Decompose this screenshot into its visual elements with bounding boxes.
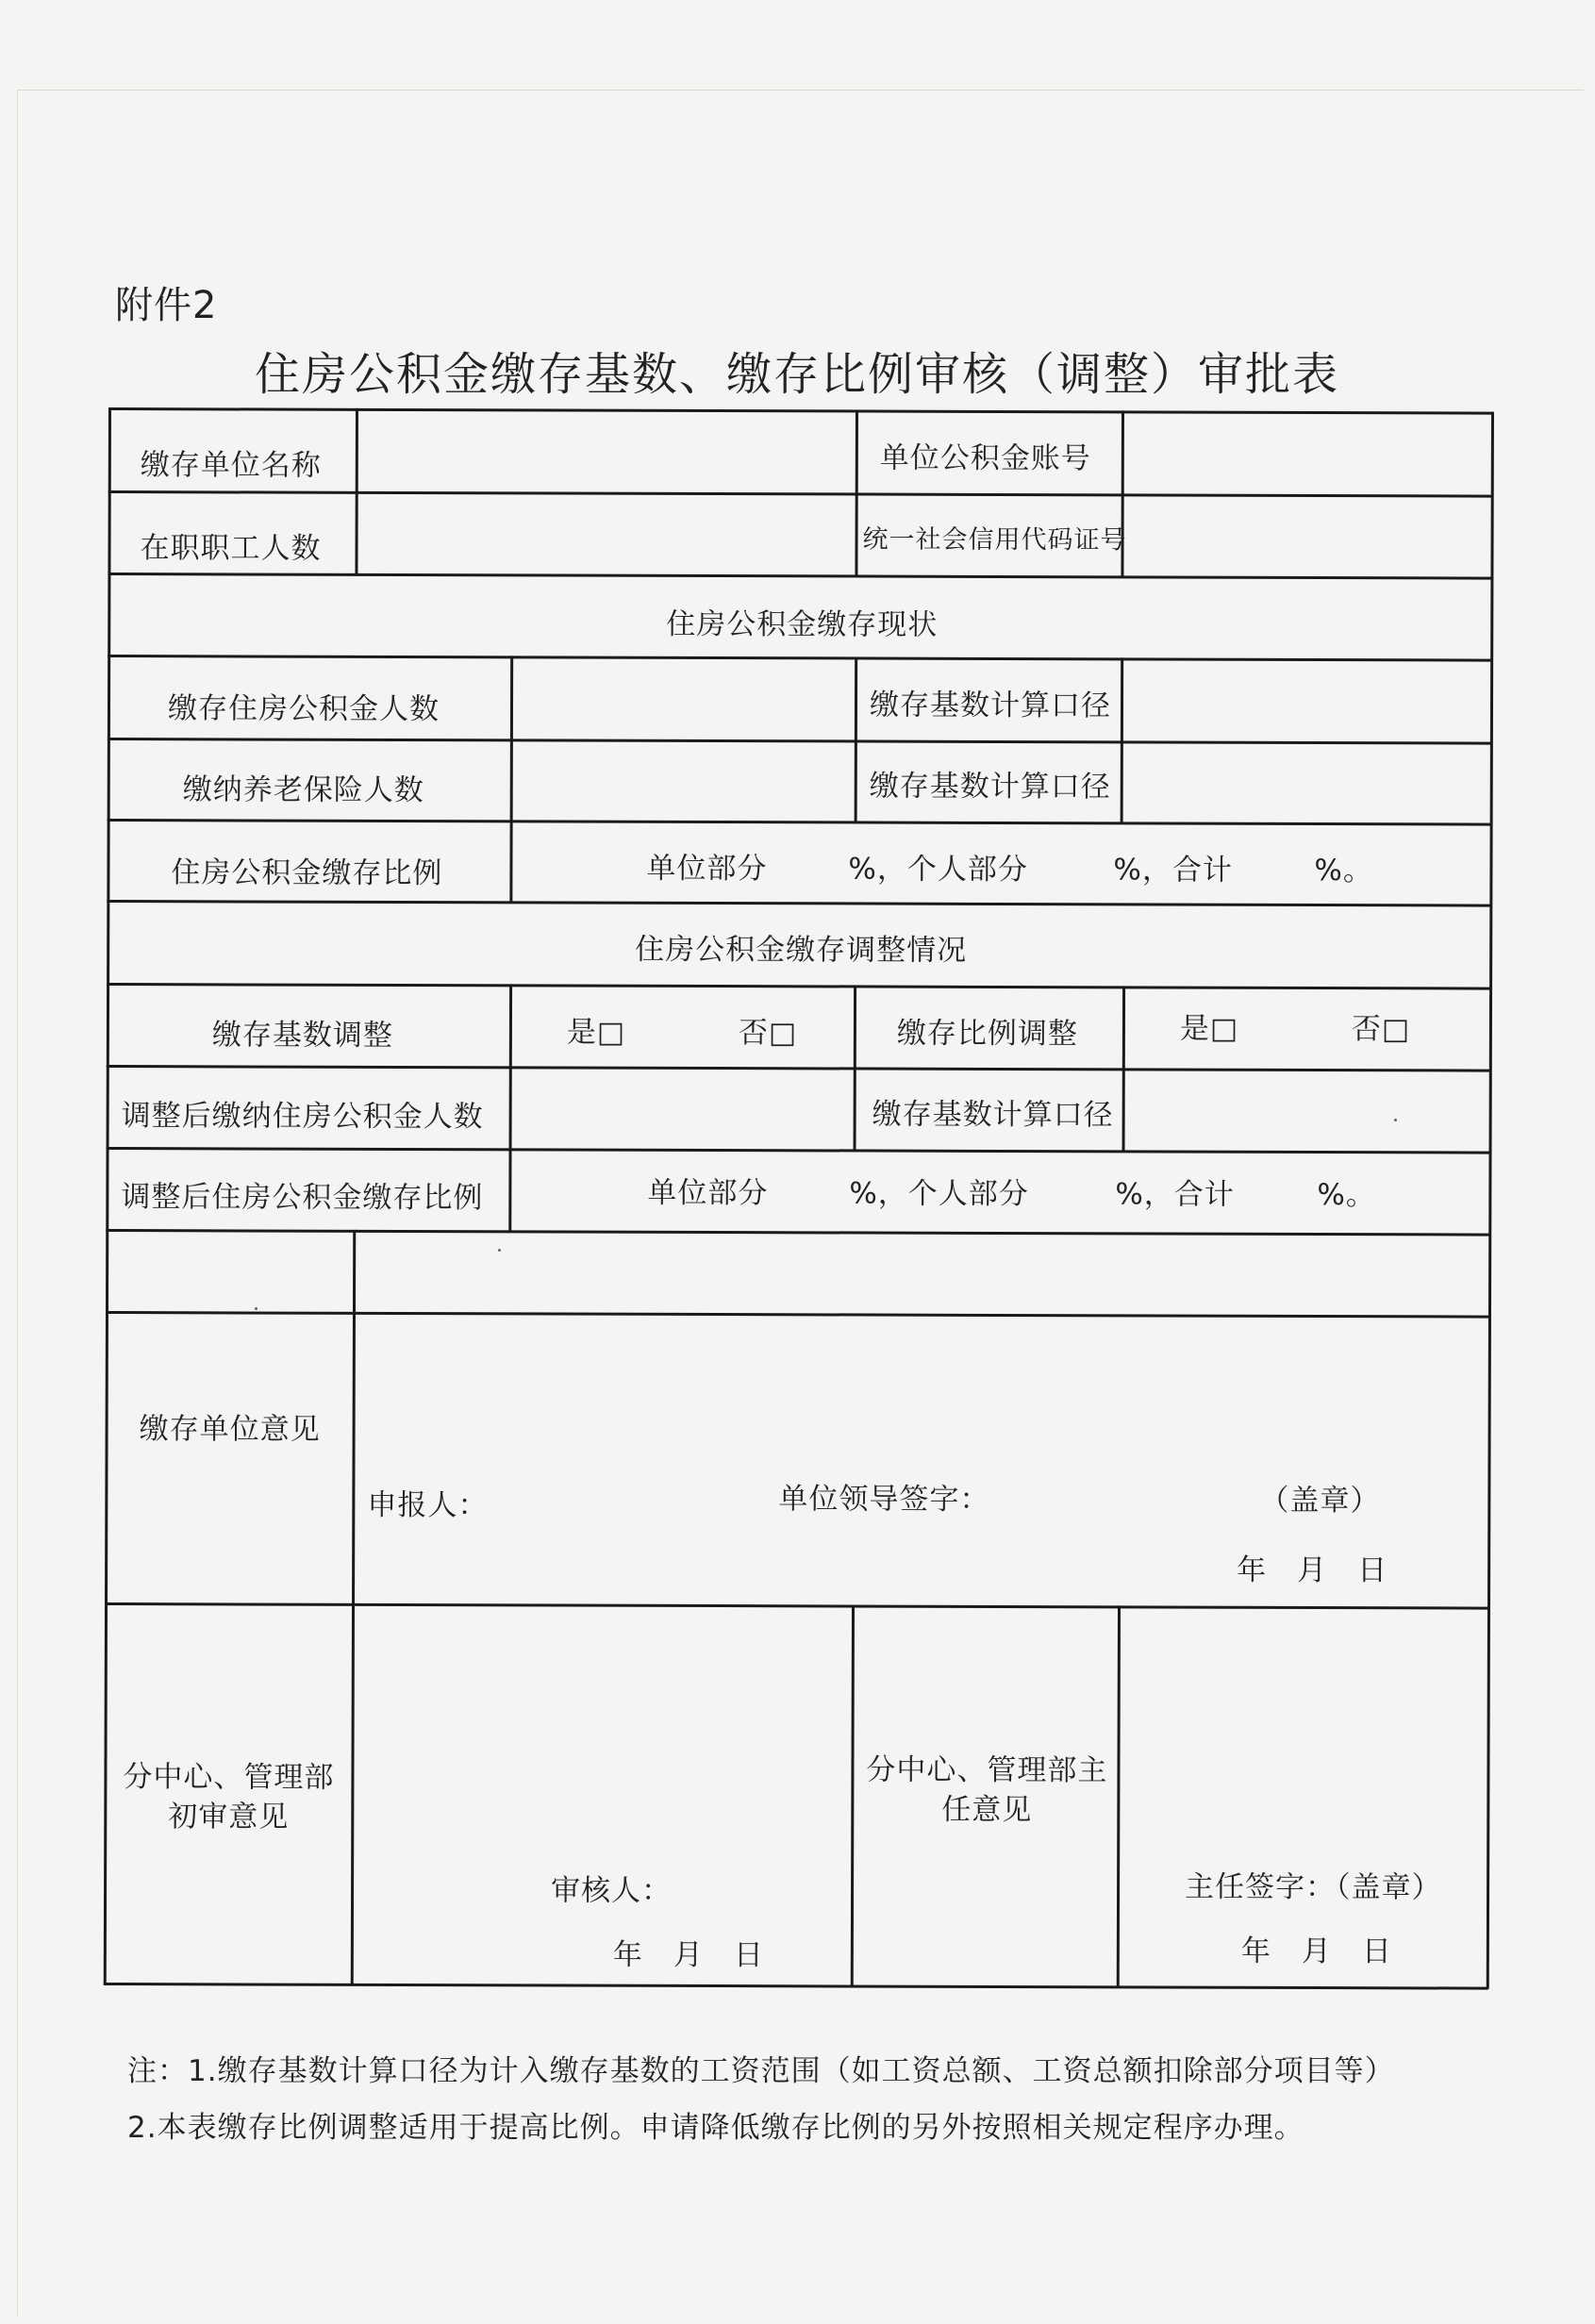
scan-speck — [498, 1249, 501, 1252]
note-2: 2.本表缴存比例调整适用于提高比例。申请降低缴存比例的另外按照相关规定程序办理。 — [127, 2111, 1304, 2145]
fund-account-label: 单位公积金账号 — [879, 440, 1091, 476]
director-opinion-label: 分中心、管理部主任意见 — [866, 1752, 1108, 1827]
after-payers-label: 调整后缴纳住房公积金人数 — [121, 1099, 484, 1135]
employee-count-label: 在职职工人数 — [140, 531, 322, 566]
note-1: 注：1.缴存基数计算口径为计入缴存基数的工资范围（如工资总额、工资总额扣除部分项目等） — [127, 2054, 1395, 2088]
table-line — [106, 1229, 1490, 1237]
table-line — [108, 655, 1492, 662]
section-adjust-title: 住房公积金缴存调整情况 — [635, 932, 968, 968]
fund-payers-label: 缴存住房公积金人数 — [167, 691, 440, 727]
base-adjust-yes-checkbox[interactable]: 是□ — [566, 1015, 626, 1050]
base-adjust-label: 缴存基数调整 — [211, 1018, 393, 1053]
table-line — [108, 573, 1492, 580]
approval-form-table — [104, 407, 1495, 1989]
table-line — [107, 1147, 1491, 1154]
ratio-adjust-yes-checkbox[interactable]: 是□ — [1179, 1011, 1239, 1046]
after-ratio-label: 调整后住房公积金缴存比例 — [121, 1180, 484, 1216]
base-adjust-no-checkbox[interactable]: 否□ — [738, 1016, 798, 1051]
table-line — [1122, 986, 1126, 1152]
ratio-end: %。 — [1314, 854, 1373, 888]
seal-label: （盖章） — [1259, 1483, 1381, 1519]
unit-name-label: 缴存单位名称 — [140, 448, 322, 483]
table-line — [108, 819, 1492, 826]
scan-speck — [255, 1307, 258, 1310]
ratio-label: 住房公积金缴存比例 — [171, 855, 443, 891]
table-line — [351, 1230, 357, 1985]
table-line — [509, 820, 512, 903]
table-line — [855, 409, 858, 576]
pension-payers-label: 缴纳养老保险人数 — [182, 772, 424, 808]
table-line — [855, 656, 858, 822]
attachment-label: 附件2 — [115, 284, 218, 327]
form-title: 住房公积金缴存基数、缴存比例审核（调整）审批表 — [255, 348, 1340, 401]
reporter-label: 申报人： — [367, 1487, 489, 1523]
table-line — [851, 1604, 855, 1986]
table-line — [108, 490, 1493, 498]
table-line — [355, 408, 358, 575]
director-sign-label: 主任签字：（盖章） — [1185, 1869, 1442, 1905]
review-date: 年 月 日 — [612, 1937, 764, 1973]
ratio-adjust-label: 缴存比例调整 — [896, 1016, 1078, 1052]
table-line — [854, 985, 857, 1151]
center-initial-label: 分中心、管理部初审意见 — [123, 1760, 335, 1834]
table-line — [107, 900, 1491, 907]
section-status-title: 住房公积金缴存现状 — [666, 606, 939, 642]
table-line — [1117, 1605, 1121, 1987]
base-scope-label: 缴存基数计算口径 — [869, 769, 1111, 805]
opinion-date: 年 月 日 — [1237, 1552, 1388, 1588]
director-date: 年 月 日 — [1240, 1934, 1392, 1969]
credit-code-label: 统一社会信用代码证号 — [862, 524, 1127, 556]
table-line — [108, 738, 1492, 745]
base-scope-label: 缴存基数计算口径 — [872, 1097, 1114, 1133]
ratio-total: %，合计 — [1113, 853, 1233, 888]
reviewer-label: 审核人： — [551, 1873, 673, 1908]
ratio-total: %，合计 — [1115, 1177, 1235, 1212]
ratio-personal-part: %，个人部分 — [849, 1176, 1029, 1212]
table-line — [508, 984, 512, 1232]
table-line — [106, 1311, 1490, 1319]
table-line — [107, 1065, 1491, 1072]
ratio-unit-part: 单位部分 — [646, 851, 768, 887]
base-scope-label: 缴存基数计算口径 — [869, 688, 1112, 723]
scan-speck — [1394, 1119, 1397, 1121]
table-line — [1121, 657, 1124, 823]
unit-opinion-label: 缴存单位意见 — [139, 1412, 321, 1447]
ratio-adjust-no-checkbox[interactable]: 否□ — [1351, 1012, 1411, 1047]
ratio-unit-part: 单位部分 — [647, 1175, 769, 1211]
ratio-end: %。 — [1317, 1178, 1376, 1213]
notes — [127, 2047, 1395, 2160]
leader-sign-label: 单位领导签字： — [778, 1482, 990, 1517]
ratio-personal-part: %，个人部分 — [848, 852, 1028, 888]
table-line — [510, 656, 514, 822]
table-line — [105, 1602, 1489, 1610]
table-line — [107, 983, 1491, 990]
